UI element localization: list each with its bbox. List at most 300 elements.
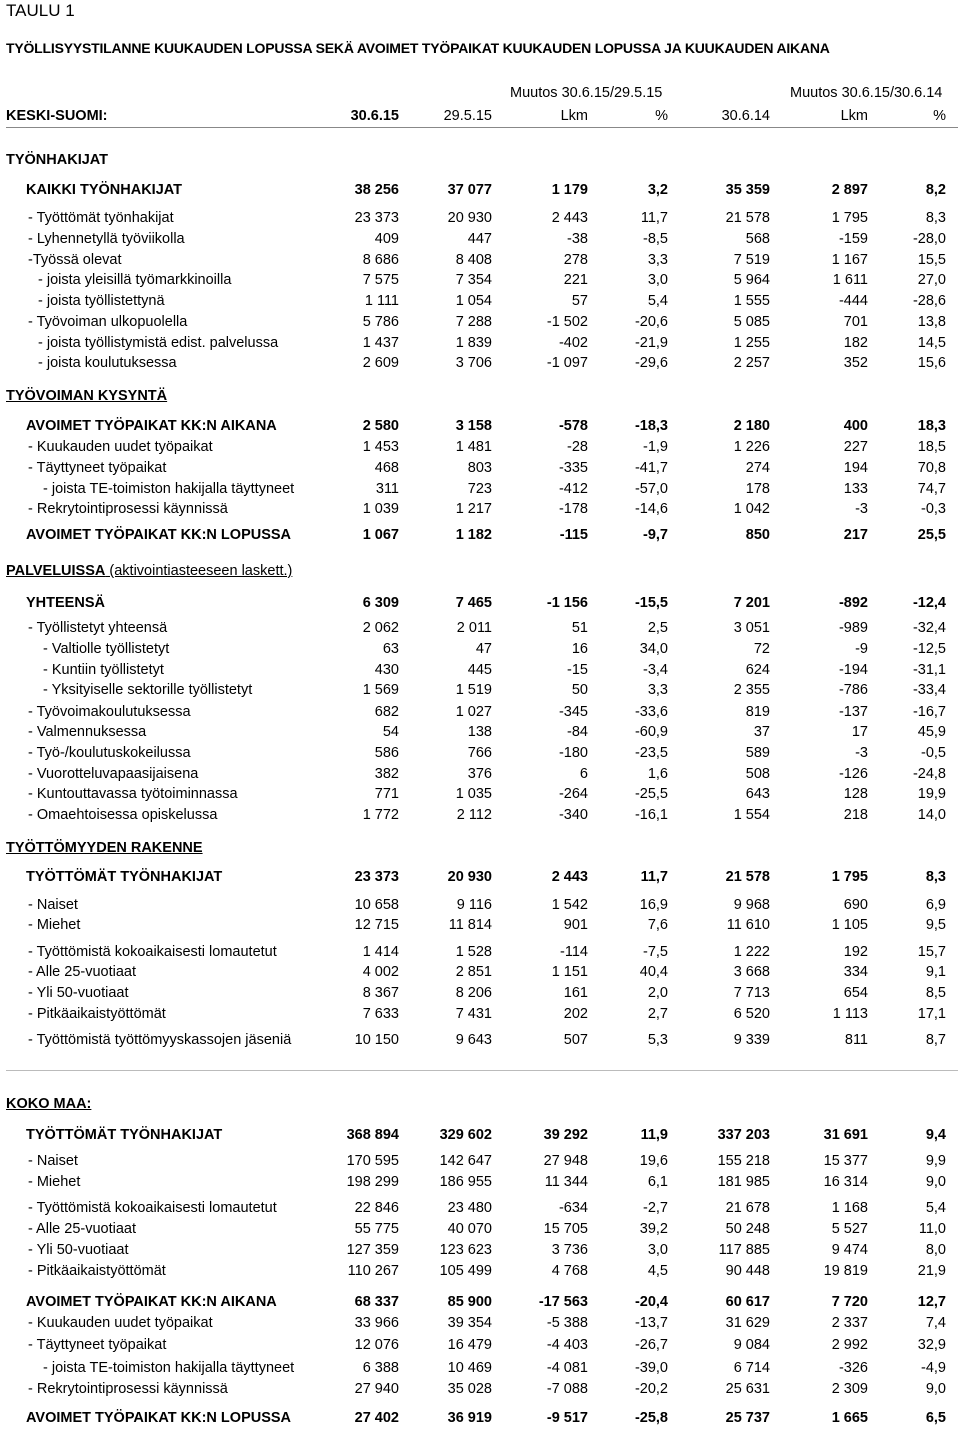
table-cell: 31 629 <box>725 1315 770 1331</box>
table-cell: -9 <box>855 641 868 657</box>
table-cell: 21,9 <box>917 1263 946 1279</box>
table-row-label: - Työvoiman ulkopuolella <box>28 314 188 330</box>
table-cell: -402 <box>558 335 588 351</box>
table-row-label: - Kuntouttavassa työtoiminnassa <box>28 786 238 802</box>
table-cell: 1 182 <box>455 527 492 543</box>
table-cell: 468 <box>374 460 399 476</box>
table-cell: -41,7 <box>634 460 668 476</box>
table-row-label: - Täyttyneet työpaikat <box>28 460 167 476</box>
table-row-label: - Alle 25-vuotiaat <box>28 964 137 980</box>
table-row-label: - Työttömistä kokoaikaisesti lomautetut <box>28 1200 277 1216</box>
table-cell: 1 039 <box>362 501 399 517</box>
table-cell: 507 <box>563 1032 588 1048</box>
table-cell: 63 <box>382 641 399 657</box>
table-cell: 10 469 <box>447 1360 492 1376</box>
table-cell: -2,7 <box>643 1200 668 1216</box>
table-cell: 5 964 <box>733 272 770 288</box>
table-row-total-label: AVOIMET TYÖPAIKAT KK:N LOPUSSA <box>26 527 292 543</box>
table-cell: 8 408 <box>455 252 492 268</box>
table-cell: 23 373 <box>354 869 399 885</box>
table-row-label: - Valtiolle työllistetyt <box>43 641 170 657</box>
table-cell: 382 <box>374 766 399 782</box>
table-cell: 51 <box>571 620 588 636</box>
table-cell: -23,5 <box>634 745 668 761</box>
table-cell: 311 <box>375 481 399 497</box>
table-cell: 17,1 <box>917 1006 946 1022</box>
table-cell: 409 <box>374 231 399 247</box>
table-cell: -28 <box>567 439 588 455</box>
table-cell: 3,0 <box>647 1242 668 1258</box>
table-row-label: - Pitkäaikaistyöttömät <box>28 1006 166 1022</box>
table-cell: 11 344 <box>544 1174 588 1190</box>
table-cell: 142 647 <box>439 1153 492 1169</box>
table-row-label: - Työttömät työnhakijat <box>28 210 174 226</box>
table-row-label: - Pitkäaikaistyöttömät <box>28 1263 166 1279</box>
table-cell: 1 217 <box>455 501 492 517</box>
table-cell: -4 081 <box>546 1360 588 1376</box>
table-cell: 15 377 <box>823 1153 868 1169</box>
table-cell: 6 388 <box>362 1360 399 1376</box>
table-cell: -31,1 <box>912 662 946 678</box>
table-cell: -15 <box>567 662 588 678</box>
table-cell: 33 966 <box>354 1315 399 1331</box>
table-cell: 23 480 <box>447 1200 492 1216</box>
table-cell: 7 201 <box>733 595 770 611</box>
table-cell: 39 354 <box>447 1315 492 1331</box>
table-cell: 23 373 <box>354 210 399 226</box>
table-cell: 3 158 <box>455 418 492 434</box>
table-cell: 3,3 <box>647 682 668 698</box>
table-cell: 352 <box>843 355 868 371</box>
table-cell: -137 <box>838 704 868 720</box>
table-cell: 6 309 <box>362 595 399 611</box>
table-row-label: - Kuntiin työllistetyt <box>43 662 164 678</box>
table-cell: 3,3 <box>647 252 668 268</box>
table-cell: 170 595 <box>346 1153 399 1169</box>
table-cell: -12,5 <box>912 641 946 657</box>
table-cell: -578 <box>558 418 588 434</box>
table-row-label: - Täyttyneet työpaikat <box>28 1337 167 1353</box>
section-heading <box>6 840 203 856</box>
table-cell: 21 678 <box>725 1200 770 1216</box>
table-cell: 445 <box>467 662 492 678</box>
table-cell: 7 465 <box>455 595 492 611</box>
table-cell: -178 <box>558 501 588 517</box>
header-rule <box>6 127 958 128</box>
table-cell: 701 <box>843 314 868 330</box>
col-header-5: 30.6.14 <box>721 108 770 124</box>
table-cell: 2,5 <box>647 620 668 636</box>
table-cell: 7 431 <box>455 1006 492 1022</box>
table-cell: 20 930 <box>447 210 492 226</box>
table-cell: -33,6 <box>634 704 668 720</box>
table-cell: 11 814 <box>448 917 492 933</box>
table-cell: 15,5 <box>917 252 946 268</box>
table-cell: 1 113 <box>832 1006 868 1022</box>
table-cell: 14,0 <box>917 807 946 823</box>
table-cell: 3 706 <box>455 355 492 371</box>
table-cell: 5,4 <box>925 1200 946 1216</box>
table-cell: 10 658 <box>354 897 399 913</box>
table-cell: -126 <box>838 766 868 782</box>
table-cell: 22 846 <box>354 1200 399 1216</box>
table-cell: 31 691 <box>823 1127 868 1143</box>
table-cell: 9 116 <box>456 897 492 913</box>
table-cell: 25,5 <box>917 527 946 543</box>
table-row-label: - Työttömistä työttömyyskassojen jäseniä <box>28 1032 292 1048</box>
table-cell: 1 611 <box>832 272 868 288</box>
table-cell: 198 299 <box>346 1174 399 1190</box>
table-cell: -159 <box>838 231 868 247</box>
table-cell: 128 <box>843 786 868 802</box>
table-cell: -15,5 <box>634 595 668 611</box>
table-cell: 1 542 <box>551 897 588 913</box>
table-cell: 337 203 <box>717 1127 770 1143</box>
table-cell: 7 575 <box>362 272 399 288</box>
table-cell: 17 <box>851 724 868 740</box>
table-cell: -340 <box>558 807 588 823</box>
table-cell: 654 <box>843 985 868 1001</box>
table-cell: 1 795 <box>831 210 868 226</box>
table-cell: 15,6 <box>917 355 946 371</box>
table-cell: -24,8 <box>912 766 946 782</box>
table-cell: 3 736 <box>551 1242 588 1258</box>
table-cell: -21,9 <box>634 335 668 351</box>
table-cell: -345 <box>558 704 588 720</box>
table-row-label: - Miehet <box>28 917 81 933</box>
table-cell: -114 <box>560 944 588 960</box>
table-cell: 2 257 <box>733 355 770 371</box>
table-cell: -39,0 <box>634 1360 668 1376</box>
table-cell: 1 795 <box>831 869 868 885</box>
table-cell: -17 563 <box>538 1294 588 1310</box>
table-cell: 37 077 <box>447 182 492 198</box>
table-row-label: - Naiset <box>28 897 78 913</box>
table-cell: 8,0 <box>925 1242 946 1258</box>
table-cell: 18,5 <box>917 439 946 455</box>
col-header-6: Lkm <box>840 108 868 124</box>
table-cell: 32,9 <box>917 1337 946 1353</box>
table-cell: -14,6 <box>634 501 668 517</box>
table-cell: 194 <box>843 460 868 476</box>
table-cell: 447 <box>467 231 492 247</box>
table-cell: 368 894 <box>346 1127 399 1143</box>
table-cell: 60 617 <box>725 1294 770 1310</box>
table-cell: -194 <box>838 662 868 678</box>
table-cell: 400 <box>843 418 868 434</box>
table-cell: 2 851 <box>455 964 492 980</box>
table-cell: 57 <box>571 293 588 309</box>
table-cell: 5 527 <box>831 1221 868 1237</box>
table-cell: 1 839 <box>455 335 492 351</box>
change-label-1: Muutos 30.6.15/29.5.15 <box>510 85 663 101</box>
table-cell: 8 686 <box>362 252 399 268</box>
table-cell: 54 <box>382 724 399 740</box>
table-subtitle: TYÖLLISYYSTILANNE KUUKAUDEN LOPUSSA SEKÄ AVOIMET TYÖPAIKAT KUUKAUDEN LOPUSSA JA KUUKAUDEN AIKANA <box>6 40 830 56</box>
table-cell: 1 665 <box>831 1410 868 1426</box>
table-cell: 127 359 <box>346 1242 399 1258</box>
table-cell: 682 <box>374 704 399 720</box>
table-row-label: - Yksityiselle sektorille työllistetyt <box>43 682 253 698</box>
table-cell: 9,1 <box>925 964 946 980</box>
table-cell: 25 631 <box>725 1381 770 1397</box>
table-cell: 15 705 <box>543 1221 588 1237</box>
table-cell: 50 <box>571 682 588 698</box>
table-cell: -26,7 <box>634 1337 668 1353</box>
table-cell: 819 <box>745 704 770 720</box>
table-row-label: - Valmennuksessa <box>28 724 147 740</box>
table-cell: 161 <box>563 985 588 1001</box>
table-row-label: - Rekrytointiprosessi käynnissä <box>28 501 228 517</box>
table-cell: -786 <box>838 682 868 698</box>
table-row-label: - Alle 25-vuotiaat <box>28 1221 137 1237</box>
table-row-label: - joista TE-toimiston hakijalla täyttyneet <box>43 481 295 497</box>
table-cell: 1 067 <box>362 527 399 543</box>
section-heading-note: (aktivointiasteeseen laskett.) <box>105 563 293 579</box>
table-cell: -60,9 <box>634 724 668 740</box>
table-cell: 9 968 <box>733 897 770 913</box>
table-cell: -38 <box>567 231 588 247</box>
table-cell: 1 772 <box>362 807 399 823</box>
section-heading-label: TYÖVOIMAN KYSYNTÄ <box>6 388 168 404</box>
table-row-total-label: KAIKKI TYÖNHAKIJAT <box>26 182 183 198</box>
table-cell: 19,9 <box>917 786 946 802</box>
table-cell: 7,4 <box>925 1315 946 1331</box>
table-cell: 2 897 <box>831 182 868 198</box>
section-heading-label: KOKO MAA: <box>6 1096 92 1112</box>
table-cell: 39 292 <box>543 1127 588 1143</box>
table-cell: -3 <box>855 745 868 761</box>
table-cell: -3,4 <box>643 662 668 678</box>
table-cell: -20,6 <box>634 314 668 330</box>
table-cell: 9 474 <box>831 1242 868 1258</box>
table-cell: 178 <box>745 481 770 497</box>
col-header-3: Lkm <box>560 108 588 124</box>
table-cell: 1 168 <box>831 1200 868 1216</box>
table-cell: -4,9 <box>921 1360 946 1376</box>
table-cell: 1 519 <box>455 682 492 698</box>
table-row-label: - joista TE-toimiston hakijalla täyttyneet <box>43 1360 295 1376</box>
table-cell: 16 <box>571 641 588 657</box>
table-row-total-label: AVOIMET TYÖPAIKAT KK:N AIKANA <box>26 418 277 434</box>
table-cell: 690 <box>843 897 868 913</box>
table-cell: 9,5 <box>925 917 946 933</box>
table-cell: -180 <box>558 745 588 761</box>
table-row-label: - Naiset <box>28 1153 78 1169</box>
table-cell: 2 443 <box>551 210 588 226</box>
table-cell: 9 084 <box>733 1337 770 1353</box>
table-cell: 138 <box>467 724 492 740</box>
table-cell: 8 206 <box>455 985 492 1001</box>
table-cell: 40,4 <box>639 964 668 980</box>
table-cell: 217 <box>843 527 868 543</box>
table-cell: 6 520 <box>733 1006 770 1022</box>
table-cell: 12 076 <box>354 1337 399 1353</box>
table-cell: 181 985 <box>717 1174 770 1190</box>
table-cell: 16 314 <box>823 1174 868 1190</box>
table-cell: 568 <box>745 231 770 247</box>
table-cell: -3 <box>855 501 868 517</box>
table-row-total-label: TYÖTTÖMÄT TYÖNHAKIJAT <box>26 1127 223 1143</box>
table-cell: -326 <box>838 1360 868 1376</box>
table-cell: 589 <box>745 745 770 761</box>
table-cell: 1 414 <box>362 944 399 960</box>
table-cell: 430 <box>374 662 399 678</box>
table-row-label: - Omaehtoisessa opiskelussa <box>28 807 218 823</box>
table-cell: -634 <box>558 1200 588 1216</box>
table-cell: -444 <box>838 293 868 309</box>
table-row-label: -Työssä olevat <box>28 252 122 268</box>
table-row-label: - Miehet <box>28 1174 81 1190</box>
section-heading-label: TYÖTTÖMYYDEN RAKENNE <box>6 840 203 856</box>
table-cell: -25,8 <box>634 1410 668 1426</box>
table-cell: 8,2 <box>925 182 946 198</box>
table-cell: 901 <box>563 917 588 933</box>
table-cell: 2 992 <box>831 1337 868 1353</box>
table-cell: 1 222 <box>733 944 770 960</box>
table-cell: 723 <box>467 481 492 497</box>
table-cell: 8,7 <box>925 1032 946 1048</box>
table-cell: 10 150 <box>354 1032 399 1048</box>
table-cell: -32,4 <box>912 620 946 636</box>
table-cell: -989 <box>838 620 868 636</box>
table-cell: 7,6 <box>647 917 668 933</box>
table-cell: 72 <box>753 641 770 657</box>
section-heading-label: TYÖNHAKIJAT <box>6 152 109 168</box>
table-cell: -57,0 <box>634 481 668 497</box>
change-label-2: Muutos 30.6.15/30.6.14 <box>790 85 943 101</box>
table-cell: 2 011 <box>456 620 492 636</box>
table-cell: 27 940 <box>354 1381 399 1397</box>
section-heading <box>6 152 108 168</box>
table-cell: 329 602 <box>439 1127 492 1143</box>
table-cell: -1,9 <box>643 439 668 455</box>
table-cell: 21 578 <box>725 869 770 885</box>
table-cell: -16,1 <box>634 807 668 823</box>
table-cell: -335 <box>558 460 588 476</box>
col-header-2: 29.5.15 <box>443 108 492 124</box>
table-cell: 70,8 <box>917 460 946 476</box>
table-row-label: - joista koulutuksessa <box>38 355 177 371</box>
table-cell: 278 <box>563 252 588 268</box>
table-cell: 19 819 <box>823 1263 868 1279</box>
table-cell: 376 <box>467 766 492 782</box>
table-cell: 1,6 <box>647 766 668 782</box>
table-cell: 155 218 <box>717 1153 770 1169</box>
table-cell: 11,9 <box>640 1127 668 1143</box>
table-cell: 16 479 <box>447 1337 492 1353</box>
table-cell: -18,3 <box>634 418 668 434</box>
table-cell: 1 528 <box>455 944 492 960</box>
table-cell: -1 502 <box>546 314 588 330</box>
table-row-label: - Työ-/koulutuskokeilussa <box>28 745 191 761</box>
table-cell: 4,5 <box>647 1263 668 1279</box>
table-cell: 19,6 <box>639 1153 668 1169</box>
table-cell: 133 <box>843 481 868 497</box>
table-cell: 45,9 <box>917 724 946 740</box>
table-cell: 6,5 <box>925 1410 946 1426</box>
table-cell: 202 <box>563 1006 588 1022</box>
table-cell: -0,5 <box>921 745 946 761</box>
table-cell: 803 <box>467 460 492 476</box>
table-cell: 6,1 <box>647 1174 668 1190</box>
table-cell: -20,4 <box>634 1294 668 1310</box>
table-row-total-label: YHTEENSÄ <box>26 595 105 611</box>
table-cell: -8,5 <box>643 231 668 247</box>
table-cell: -1 097 <box>546 355 588 371</box>
table-cell: 11 610 <box>726 917 770 933</box>
table-cell: 1 054 <box>455 293 492 309</box>
table-cell: 1 027 <box>455 704 492 720</box>
section-heading <box>6 1096 91 1112</box>
table-cell: 7 633 <box>362 1006 399 1022</box>
table-cell: 850 <box>745 527 770 543</box>
table-row-label: - Vuorotteluvapaasijaisena <box>28 766 199 782</box>
table-cell: 37 <box>753 724 770 740</box>
col-header-1: 30.6.15 <box>350 108 399 124</box>
table-cell: 117 885 <box>718 1242 770 1258</box>
table-cell: 12,7 <box>917 1294 946 1310</box>
table-cell: -20,2 <box>634 1381 668 1397</box>
table-cell: 643 <box>745 786 770 802</box>
table-cell: 2 112 <box>456 807 492 823</box>
table-cell: -115 <box>559 527 588 543</box>
table-cell: 25 737 <box>725 1410 770 1426</box>
table-cell: 186 955 <box>439 1174 492 1190</box>
table-cell: 1 453 <box>362 439 399 455</box>
table-cell: 21 578 <box>725 210 770 226</box>
table-cell: -13,7 <box>634 1315 668 1331</box>
table-cell: 192 <box>843 944 868 960</box>
table-cell: 1 481 <box>455 439 492 455</box>
table-cell: 105 499 <box>439 1263 492 1279</box>
table-cell: 1 035 <box>455 786 492 802</box>
table-cell: 1 554 <box>733 807 770 823</box>
koko-maa-separator <box>6 1070 958 1071</box>
table-row-total-label: TYÖTTÖMÄT TYÖNHAKIJAT <box>26 869 223 885</box>
table-cell: 123 623 <box>439 1242 492 1258</box>
table-cell: 9 643 <box>455 1032 492 1048</box>
table-cell: 18,3 <box>917 418 946 434</box>
table-cell: 1 151 <box>551 964 588 980</box>
table-row-label: - joista työllistymistä edist. palvelussa <box>38 335 279 351</box>
col-header-4: % <box>655 108 668 124</box>
col-header-7: % <box>933 108 946 124</box>
table-cell: -12,4 <box>912 595 946 611</box>
table-cell: 2,0 <box>647 985 668 1001</box>
table-cell: 811 <box>844 1032 868 1048</box>
table-cell: 9,0 <box>925 1381 946 1397</box>
table-cell: -1 156 <box>546 595 588 611</box>
table-cell: 771 <box>374 786 399 802</box>
table-cell: 11,7 <box>640 869 668 885</box>
table-cell: 7 288 <box>455 314 492 330</box>
table-cell: 27 402 <box>354 1410 399 1426</box>
table-cell: 2 609 <box>362 355 399 371</box>
table-cell: 40 070 <box>447 1221 492 1237</box>
table-cell: 1 226 <box>733 439 770 455</box>
table-cell: 5 786 <box>362 314 399 330</box>
table-cell: 3,0 <box>647 272 668 288</box>
table-cell: 7 519 <box>733 252 770 268</box>
table-cell: 1 179 <box>551 182 588 198</box>
table-row-label: - Rekrytointiprosessi käynnissä <box>28 1381 228 1397</box>
table-cell: -4 403 <box>546 1337 588 1353</box>
table-row-label: - Kuukauden uudet työpaikat <box>28 1315 213 1331</box>
table-cell: 1 042 <box>733 501 770 517</box>
table-cell: 35 359 <box>725 182 770 198</box>
table-cell: -25,5 <box>634 786 668 802</box>
